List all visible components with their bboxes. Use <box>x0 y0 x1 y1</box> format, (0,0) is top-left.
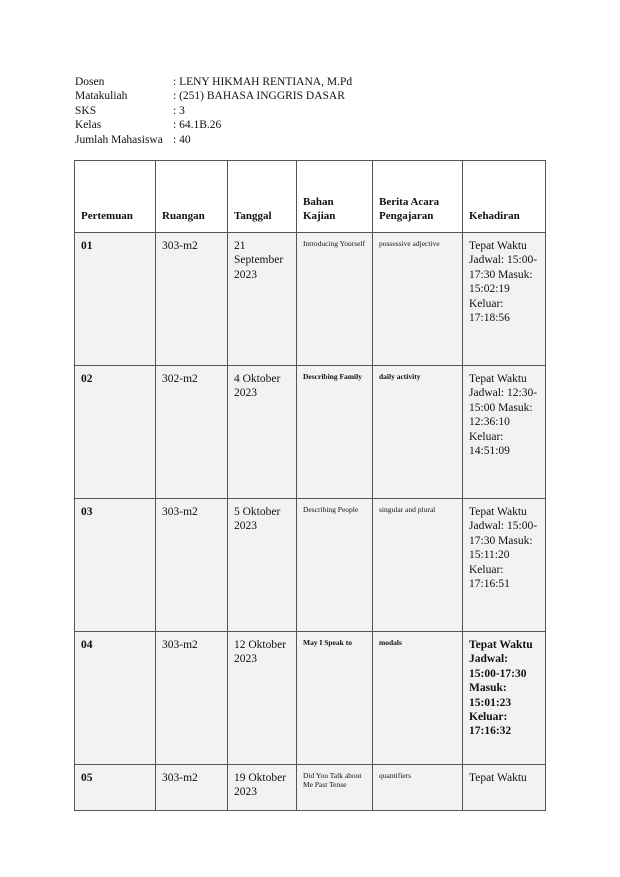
info-row-matakuliah <box>75 89 352 103</box>
info-value: : 64.1B.26 <box>173 119 222 132</box>
cell-bahan-kajian: May I Speak to <box>297 632 373 765</box>
cell-tanggal: 21 September 2023 <box>228 233 297 366</box>
info-value: : 40 <box>173 133 191 146</box>
cell-bahan-kajian: Describing People <box>297 499 373 632</box>
cell-berita-acara: daily activity <box>373 366 463 499</box>
table-row <box>75 233 546 366</box>
cell-pertemuan: 02 <box>75 366 156 499</box>
cell-berita-acara: singular and plural <box>373 499 463 632</box>
info-label: Matakuliah <box>75 90 128 103</box>
cell-tanggal: 19 Oktober 2023 <box>228 765 297 811</box>
cell-kehadiran: Tepat Waktu Jadwal: 12:30-15:00 Masuk: 12:36:10 Keluar: 14:51:09 <box>463 366 546 499</box>
info-label: SKS <box>75 104 97 117</box>
table-row <box>75 765 546 811</box>
table-row <box>75 499 546 632</box>
cell-kehadiran: Tepat Waktu Jadwal: 15:00-17:30 Masuk: 15:11:20 Keluar: 17:16:51 <box>463 499 546 632</box>
info-row-kelas <box>75 118 352 132</box>
info-value: : LENY HIKMAH RENTIANA, M.Pd <box>173 76 353 88</box>
cell-bahan-kajian: Introducing Yourself <box>297 233 373 366</box>
info-row-jumlah-mahasiswa <box>75 133 352 147</box>
table-row <box>75 366 546 499</box>
cell-berita-acara: modals <box>373 632 463 765</box>
cell-kehadiran: Tepat Waktu Jadwal: 15:00-17:30 Masuk: 15:02:19 Keluar: 17:18:56 <box>463 233 546 366</box>
header-ruangan: Ruangan <box>156 161 228 233</box>
cell-pertemuan: 05 <box>75 765 156 811</box>
cell-kehadiran: Tepat Waktu Jadwal: 15:00-17:30 Masuk: 15:01:23 Keluar: 17:16:32 <box>463 632 546 765</box>
info-label: Dosen <box>75 76 105 88</box>
attendance-table <box>74 160 546 811</box>
info-label: Jumlah Mahasiswa <box>75 133 163 146</box>
header-berita-acara: Berita Acara Pengajaran <box>373 161 463 233</box>
header-pertemuan: Pertemuan <box>75 161 156 233</box>
cell-berita-acara: possessive adjective <box>373 233 463 366</box>
cell-pertemuan: 03 <box>75 499 156 632</box>
cell-tanggal: 4 Oktober 2023 <box>228 366 297 499</box>
cell-kehadiran: Tepat Waktu <box>463 765 546 811</box>
cell-bahan-kajian: Did You Talk about Me Past Tense <box>297 765 373 811</box>
cell-tanggal: 5 Oktober 2023 <box>228 499 297 632</box>
header-bahan-kajian: Bahan Kajian <box>297 161 373 233</box>
cell-ruangan: 303-m2 <box>156 233 228 366</box>
info-value: : 3 <box>173 104 185 117</box>
cell-berita-acara: quantifiers <box>373 765 463 811</box>
cell-ruangan: 303-m2 <box>156 765 228 811</box>
cell-pertemuan: 04 <box>75 632 156 765</box>
table-header-row <box>75 161 546 233</box>
cell-ruangan: 303-m2 <box>156 632 228 765</box>
cell-bahan-kajian: Describing Family <box>297 366 373 499</box>
course-info <box>75 75 352 147</box>
header-tanggal: Tanggal <box>228 161 297 233</box>
info-label: Kelas <box>75 119 102 132</box>
cell-ruangan: 303-m2 <box>156 499 228 632</box>
cell-tanggal: 12 Oktober 2023 <box>228 632 297 765</box>
cell-pertemuan: 01 <box>75 233 156 366</box>
cell-ruangan: 302-m2 <box>156 366 228 499</box>
table-row <box>75 632 546 765</box>
info-value: : (251) BAHASA INGGRIS DASAR <box>173 90 345 103</box>
info-row-sks <box>75 104 352 118</box>
info-row-dosen <box>75 75 352 89</box>
header-kehadiran: Kehadiran <box>463 161 546 233</box>
